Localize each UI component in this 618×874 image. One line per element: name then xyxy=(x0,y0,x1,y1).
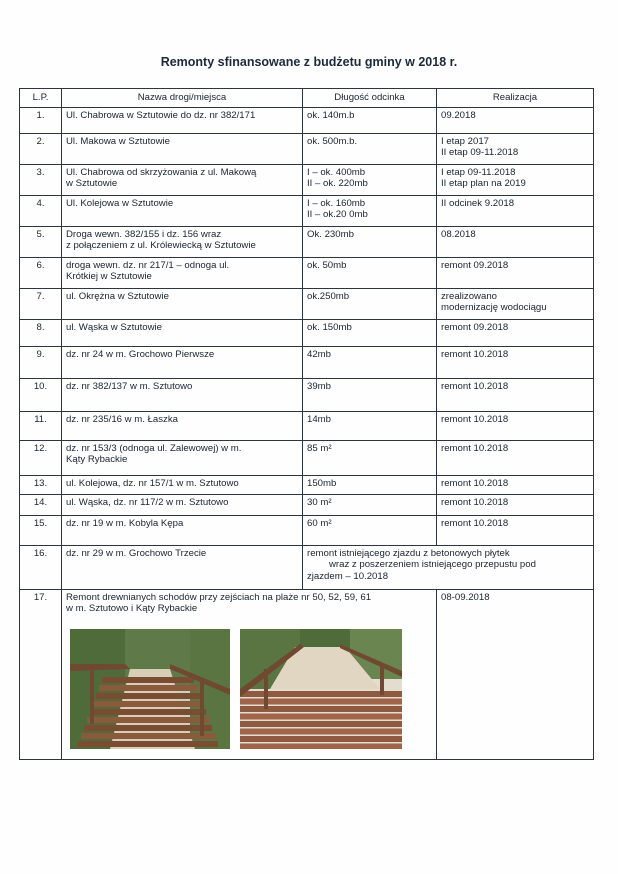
cell-length xyxy=(303,346,437,378)
cell-realization xyxy=(437,494,594,515)
cell-name-line: dz. nr 19 w m. Kobyla Kępa xyxy=(66,517,184,529)
cell-name-line: dz. nr 153/3 (odnoga ul. Zalewowej) w m. xyxy=(66,442,242,454)
cell-name xyxy=(62,494,303,515)
cell-name xyxy=(62,288,303,319)
cell-name xyxy=(62,107,303,133)
cell-realization-line: remont 10.2018 xyxy=(441,348,509,360)
cell-name xyxy=(62,475,303,494)
cell-length-line: II – ok. 220mb xyxy=(307,178,368,189)
merged-line: zjazdem – 10.2018 xyxy=(307,570,389,582)
merged-line: remont istniejącego zjazdu z betonowych płytek xyxy=(307,547,510,559)
stair-tread xyxy=(84,725,212,731)
stair-tread xyxy=(240,713,402,719)
stair-tread xyxy=(240,721,402,727)
cell-merged-description xyxy=(303,545,594,589)
cell-length xyxy=(303,515,437,545)
merged-line: wraz z poszerzeniem istniejącego przepustu pod xyxy=(329,559,536,570)
cell-length-line: II – ok.20 0mb xyxy=(307,209,368,220)
cell-lp: 10. xyxy=(20,378,62,411)
cell-name-line: ul. Wąska w Sztutowie xyxy=(66,321,162,333)
cell-name-line: Ul. Chabrowa w Sztutowie do dz. nr 382/171 xyxy=(66,109,256,121)
stairs-line: Remont drewnianych schodów przy zejściach na plaże nr 50, 52, 59, 61 xyxy=(66,591,372,603)
stair-tread xyxy=(240,728,402,734)
cell-lp: 1. xyxy=(20,107,62,133)
cell-name-line: Droga wewn. 382/155 i dz. 156 wraz xyxy=(66,228,222,240)
cell-realization xyxy=(437,107,594,133)
cell-length-line: ok. 150mb xyxy=(307,321,352,333)
cell-name xyxy=(62,440,303,475)
cell-lp: 13. xyxy=(20,475,62,494)
stairs-photo-right-image xyxy=(240,629,402,749)
cell-name-line: dz. nr 24 w m. Grochowo Pierwsze xyxy=(66,348,215,360)
cell-realization xyxy=(437,346,594,378)
cell-length xyxy=(303,411,437,440)
cell-name xyxy=(62,411,303,440)
cell-realization-line: zrealizowano xyxy=(441,290,497,302)
table-row xyxy=(20,257,594,288)
cell-name-line: dz. nr 235/16 w m. Łaszka xyxy=(66,413,178,425)
table-row xyxy=(20,288,594,319)
cell-length xyxy=(303,257,437,288)
cell-lp: 15. xyxy=(20,515,62,545)
table-row xyxy=(20,494,594,515)
cell-length xyxy=(303,288,437,319)
cell-realization-line: 09.2018 xyxy=(441,109,476,121)
cell-name-line: Kąty Rybackie xyxy=(66,454,128,465)
cell-name xyxy=(62,133,303,164)
cell-length xyxy=(303,164,437,195)
table-row xyxy=(20,319,594,346)
cell-realization-line: II etap plan na 2019 xyxy=(441,178,526,189)
table-row xyxy=(20,411,594,440)
cell-lp: 9. xyxy=(20,346,62,378)
header-length: Długość odcinka xyxy=(303,89,437,108)
stair-tread xyxy=(81,733,215,739)
cell-lp: 5. xyxy=(20,226,62,257)
stair-tread xyxy=(90,709,206,715)
cell-length xyxy=(303,440,437,475)
cell-length-line: 60 m² xyxy=(307,517,332,529)
cell-realization-line: remont 10.2018 xyxy=(441,477,509,489)
cell-length-line: ok.250mb xyxy=(307,290,350,302)
page-title: Remonty sfinansowane z budżetu gminy w 2018 r. xyxy=(160,55,458,69)
cell-realization-line: I etap 09-11.2018 xyxy=(441,166,516,178)
cell-name xyxy=(62,346,303,378)
table-row xyxy=(20,545,594,589)
cell-lp: 8. xyxy=(20,319,62,346)
cell-lp: 6. xyxy=(20,257,62,288)
cell-lp: 2. xyxy=(20,133,62,164)
cell-realization-line: II odcinek 9.2018 xyxy=(441,197,515,209)
header-name: Nazwa drogi/miejsca xyxy=(62,89,303,108)
table-row xyxy=(20,195,594,226)
table-row xyxy=(20,378,594,411)
cell-realization-line: remont 10.2018 xyxy=(441,496,509,508)
cell-lp: 14. xyxy=(20,494,62,515)
cell-name-line: Ul. Makowa w Sztutowie xyxy=(66,135,170,147)
cell-length xyxy=(303,133,437,164)
cell-name-line: dz. nr 382/137 w m. Sztutowo xyxy=(66,380,193,392)
cell-realization xyxy=(437,319,594,346)
table-row xyxy=(20,589,594,759)
cell-name-line: droga wewn. dz. nr 217/1 – odnoga ul. xyxy=(66,259,230,271)
cell-realization xyxy=(437,440,594,475)
stair-tread xyxy=(96,693,200,699)
stair-tread xyxy=(99,685,197,691)
table-row xyxy=(20,107,594,133)
table-row xyxy=(20,515,594,545)
cell-length-line: ok. 500m.b. xyxy=(307,135,358,147)
cell-realization xyxy=(437,195,594,226)
cell-name xyxy=(62,378,303,411)
cell-name-line: z połączeniem z ul. Królewiecką w Sztutowie xyxy=(66,240,256,251)
header-lp: L.P. xyxy=(20,89,62,108)
cell-realization xyxy=(437,288,594,319)
cell-stairs-description xyxy=(62,589,437,759)
cell-realization-line: remont 09.2018 xyxy=(441,259,509,271)
cell-length-line: 14mb xyxy=(307,413,331,425)
stair-tread xyxy=(78,741,218,747)
cell-realization-line: I etap 2017 xyxy=(441,135,490,147)
cell-realization xyxy=(437,475,594,494)
cell-realization xyxy=(437,164,594,195)
cell-realization-line: remont 10.2018 xyxy=(441,380,509,392)
cell-length-line: 39mb xyxy=(307,380,331,392)
cell-name-line: Krótkiej w Sztutowie xyxy=(66,271,152,282)
cell-name-line: ul. Wąska, dz. nr 117/2 w m. Sztutowo xyxy=(66,496,229,508)
cell-length-line: I – ok. 160mb xyxy=(307,197,366,209)
cell-name-line: ul. Kolejowa, dz. nr 157/1 w m. Sztutowo xyxy=(66,477,239,489)
photo-gallery xyxy=(70,629,432,749)
cell-length xyxy=(303,475,437,494)
cell-realization-line: remont 10.2018 xyxy=(441,517,509,529)
cell-length-line: ok. 50mb xyxy=(307,259,347,271)
cell-length-line: Ok. 230mb xyxy=(307,228,354,240)
cell-name xyxy=(62,515,303,545)
cell-length xyxy=(303,226,437,257)
stair-tread xyxy=(102,677,194,683)
cell-realization xyxy=(437,378,594,411)
cell-length xyxy=(303,107,437,133)
cell-name-line: ul. Okrężna w Sztutowie xyxy=(66,290,169,302)
cell-realization xyxy=(437,411,594,440)
cell-name xyxy=(62,164,303,195)
cell-name xyxy=(62,319,303,346)
table-row xyxy=(20,346,594,378)
cell-length xyxy=(303,319,437,346)
stair-tread xyxy=(240,736,402,742)
cell-length-line: 30 m² xyxy=(307,496,332,508)
stair-tread xyxy=(93,701,203,707)
cell-length-line: I – ok. 400mb xyxy=(307,166,366,178)
cell-length xyxy=(303,494,437,515)
cell-lp: 4. xyxy=(20,195,62,226)
cell-lp: 11. xyxy=(20,411,62,440)
cell-realization-line: 08.2018 xyxy=(441,228,476,240)
repairs-table xyxy=(19,88,594,760)
cell-length-line: 150mb xyxy=(307,477,337,489)
cell-realization xyxy=(437,515,594,545)
cell-realization-line: II etap 09-11.2018 xyxy=(441,147,519,158)
cell-realization-line: modernizację wodociągu xyxy=(441,302,547,313)
cell-lp: 17. xyxy=(20,589,62,759)
cell-realization-line: remont 10.2018 xyxy=(441,442,509,454)
cell-name-line: w Sztutowie xyxy=(66,178,118,189)
table-row xyxy=(20,133,594,164)
table-row xyxy=(20,440,594,475)
cell-length-line: 85 m² xyxy=(307,442,332,454)
cell-name-line: Ul. Kolejowa w Sztutowie xyxy=(66,197,174,209)
cell-lp: 16. xyxy=(20,545,62,589)
table-body xyxy=(20,107,594,759)
stairs-photo-left-image xyxy=(70,629,230,749)
cell-name: dz. nr 29 w m. Grochowo Trzecie xyxy=(62,545,303,589)
cell-realization xyxy=(437,257,594,288)
stairs-line: w m. Sztutowo i Kąty Rybackie xyxy=(66,603,198,614)
table-row xyxy=(20,475,594,494)
cell-realization: 08-09.2018 xyxy=(437,589,594,759)
cell-name xyxy=(62,257,303,288)
table-row xyxy=(20,226,594,257)
stairs-photo-left xyxy=(70,629,230,749)
cell-realization xyxy=(437,226,594,257)
stair-tread xyxy=(87,717,209,723)
stair-tread xyxy=(240,743,402,749)
cell-lp: 3. xyxy=(20,164,62,195)
cell-length-line: 42mb xyxy=(307,348,331,360)
cell-realization-line: remont 10.2018 xyxy=(441,413,509,425)
cell-realization-line: remont 09.2018 xyxy=(441,321,509,333)
cell-name-line: Ul. Chabrowa od skrzyżowania z ul. Makową xyxy=(66,166,257,178)
table-row xyxy=(20,164,594,195)
cell-name xyxy=(62,195,303,226)
cell-lp: 12. xyxy=(20,440,62,475)
stairs-photo-right xyxy=(240,629,402,749)
table-header-row xyxy=(20,89,594,108)
cell-length-line: ok. 140m.b xyxy=(307,109,355,121)
cell-realization xyxy=(437,133,594,164)
header-realization: Realizacja xyxy=(437,89,594,108)
cell-length xyxy=(303,378,437,411)
cell-lp: 7. xyxy=(20,288,62,319)
cell-length xyxy=(303,195,437,226)
cell-name xyxy=(62,226,303,257)
